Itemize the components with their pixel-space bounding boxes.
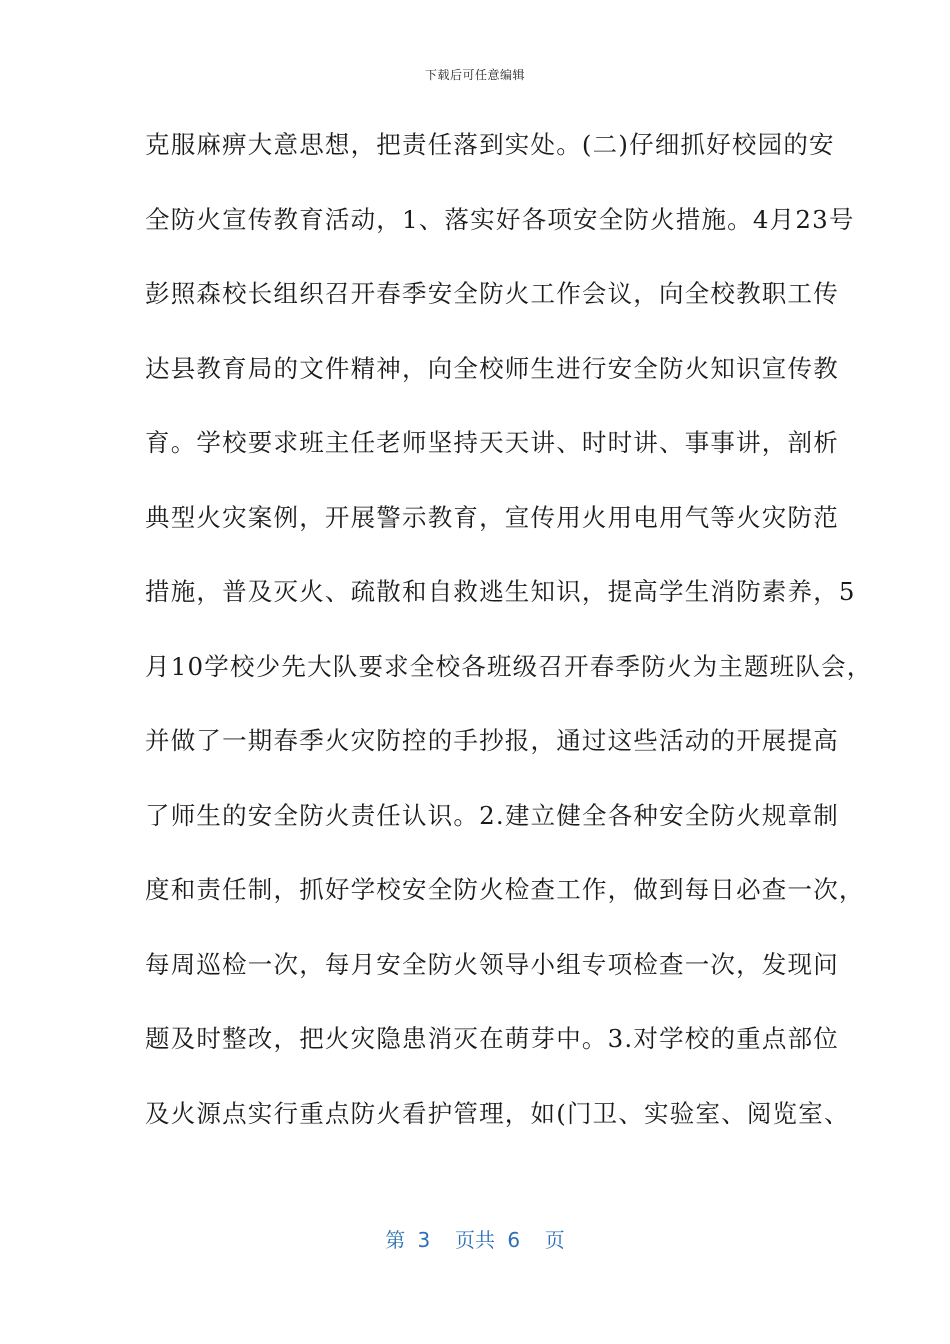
- body-line-7: 措施，普及灭火、疏散和自救逃生知识，提高学生消防素养，5: [145, 577, 856, 606]
- body-line-13: 题及时整改，把火灾隐患消灭在萌芽中。3.对学校的重点部位: [145, 1024, 839, 1053]
- page-header: 下载后可任意编辑: [424, 68, 525, 82]
- page-footer: [0, 1224, 950, 1253]
- body-line-11: 度和责任制，抓好学校安全防火检查工作，做到每日必查一次，: [145, 875, 865, 904]
- body-line-1: 克服麻痹大意思想，把责任落到实处。(二)仔细抓好校园的安: [145, 130, 835, 159]
- body-line-8: 月10学校少先大队要求全校各班级召开春季防火为主题班队会，: [145, 651, 873, 681]
- body-line-2: 全防火宣传教育活动，1、落实好各项安全防火措施。4月23号: [145, 204, 855, 234]
- body-line-9: 并做了一期春季火灾防控的手抄报，通过这些活动的开展提高: [145, 726, 839, 755]
- body-line-10: 了师生的安全防火责任认识。2.建立健全各种安全防火规章制: [145, 800, 839, 830]
- body-line-3: 彭照森校长组织召开春季安全防火工作会议，向全校教职工传: [145, 279, 839, 308]
- page-number-label: 第 3 页共 6 页: [385, 1228, 565, 1252]
- body-line-12: 每周巡检一次，每月安全防火领导小组专项检查一次，发现问: [145, 949, 839, 979]
- body-line-5: 育。学校要求班主任老师坚持天天讲、时时讲、事事讲，剖析: [145, 428, 839, 457]
- body-line-14: 及火源点实行重点防火看护管理，如(门卫、实验室、阅览室、: [145, 1098, 850, 1128]
- body-line-6: 典型火灾案例，开展警示教育，宣传用火用电用气等火灾防范: [145, 502, 839, 532]
- document-body: [145, 122, 873, 1165]
- body-line-4: 达县教育局的文件精神，向全校师生进行安全防火知识宣传教: [145, 353, 839, 383]
